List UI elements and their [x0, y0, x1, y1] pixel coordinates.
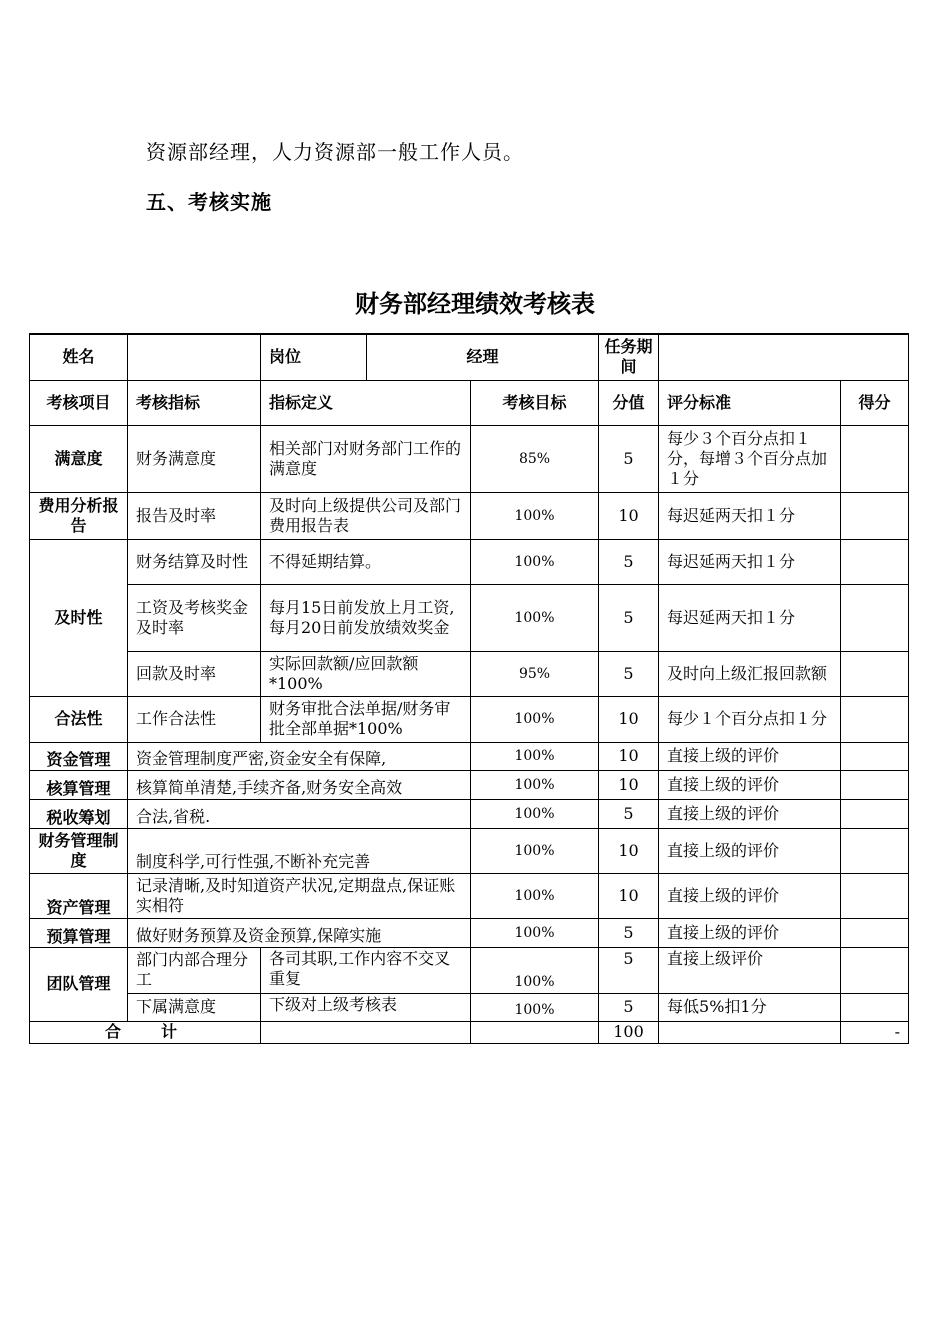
row-indicator: 记录清晰,及时知道资产状况,定期盘点,保证账实相符	[128, 873, 471, 918]
row-criteria: 每迟延两天扣１分	[659, 492, 841, 539]
row-score	[841, 539, 909, 584]
row-criteria: 每少３个百分点扣１分，每增３个百分点加１分	[659, 425, 841, 492]
row-indicator: 部门内部合理分工	[128, 947, 261, 993]
row-target: 85%	[471, 425, 599, 492]
row-definition: 财务审批合法单据/财务审批全部单据*100%	[261, 696, 471, 742]
row-target: 100%	[471, 947, 599, 993]
row-value: 5	[599, 584, 659, 651]
table-row	[30, 993, 909, 1021]
row-target: 100%	[471, 492, 599, 539]
table-row	[30, 947, 909, 993]
row-value: 5	[599, 539, 659, 584]
total-row	[30, 1021, 909, 1043]
row-target: 100%	[471, 918, 599, 947]
row-value: 5	[599, 918, 659, 947]
row-indicator: 做好财务预算及资金预算,保障实施	[128, 918, 471, 947]
row-category: 及时性	[30, 539, 128, 696]
row-score	[841, 770, 909, 799]
row-score	[841, 873, 909, 918]
row-criteria: 每少１个百分点扣１分	[659, 696, 841, 742]
position-value: 经理	[367, 334, 599, 380]
row-indicator: 核算简单清楚,手续齐备,财务安全高效	[128, 770, 471, 799]
table-row	[30, 492, 909, 539]
col-score-value: 分值	[599, 380, 659, 425]
row-indicator: 合法,省税.	[128, 799, 471, 828]
row-criteria: 直接上级的评价	[659, 828, 841, 873]
row-score	[841, 696, 909, 742]
col-score: 得分	[841, 380, 909, 425]
row-definition: 及时向上级提供公司及部门费用报告表	[261, 492, 471, 539]
row-definition: 下级对上级考核表	[261, 993, 471, 1021]
row-score	[841, 993, 909, 1021]
position-label: 岗位	[261, 334, 367, 380]
row-definition: 相关部门对财务部门工作的满意度	[261, 425, 471, 492]
row-target: 100%	[471, 696, 599, 742]
row-value: 5	[599, 651, 659, 696]
table-row	[30, 651, 909, 696]
row-category: 财务管理制度	[30, 828, 128, 873]
table-row	[30, 799, 909, 828]
row-indicator: 资金管理制度严密,资金安全有保障,	[128, 742, 471, 770]
term-value	[659, 334, 909, 380]
row-definition: 各司其职,工作内容不交叉重复	[261, 947, 471, 993]
row-indicator: 财务满意度	[128, 425, 261, 492]
row-score	[841, 492, 909, 539]
row-score	[841, 584, 909, 651]
row-category: 团队管理	[30, 947, 128, 1021]
row-value: 5	[599, 799, 659, 828]
row-criteria: 每迟延两天扣１分	[659, 539, 841, 584]
total-blank-definition	[261, 1021, 471, 1043]
row-score	[841, 947, 909, 993]
row-score	[841, 918, 909, 947]
row-target: 100%	[471, 799, 599, 828]
table-row	[30, 425, 909, 492]
row-indicator: 回款及时率	[128, 651, 261, 696]
row-category: 费用分析报告	[30, 492, 128, 539]
table-row	[30, 918, 909, 947]
row-score	[841, 828, 909, 873]
col-indicator: 考核指标	[128, 380, 261, 425]
info-row	[30, 334, 909, 380]
table-row	[30, 696, 909, 742]
row-criteria: 直接上级的评价	[659, 770, 841, 799]
row-criteria: 及时向上级汇报回款额	[659, 651, 841, 696]
row-category: 合法性	[30, 696, 128, 742]
total-blank-criteria	[659, 1021, 841, 1043]
row-value: 10	[599, 742, 659, 770]
row-indicator: 工资及考核奖金及时率	[128, 584, 261, 651]
row-target: 100%	[471, 770, 599, 799]
total-score: -	[841, 1021, 909, 1043]
col-definition: 指标定义	[261, 380, 471, 425]
row-criteria: 直接上级评价	[659, 947, 841, 993]
row-score	[841, 799, 909, 828]
row-value: 5	[599, 425, 659, 492]
row-value: 5	[599, 993, 659, 1021]
row-target: 100%	[471, 873, 599, 918]
table-title: 财务部经理绩效考核表	[355, 290, 595, 318]
row-score	[841, 425, 909, 492]
row-indicator: 工作合法性	[128, 696, 261, 742]
row-definition: 每月15日前发放上月工资,每月20日前发放绩效奖金	[261, 584, 471, 651]
row-value: 10	[599, 696, 659, 742]
row-score	[841, 742, 909, 770]
row-definition: 实际回款额/应回款额*100%	[261, 651, 471, 696]
total-blank-target	[471, 1021, 599, 1043]
row-category: 预算管理	[30, 918, 128, 947]
row-target: 100%	[471, 539, 599, 584]
row-criteria: 直接上级的评价	[659, 918, 841, 947]
total-label: 合计	[30, 1021, 261, 1043]
row-category: 核算管理	[30, 770, 128, 799]
row-indicator: 制度科学,可行性强,不断补充完善	[128, 828, 471, 873]
row-target: 100%	[471, 584, 599, 651]
row-criteria: 直接上级的评价	[659, 799, 841, 828]
row-value: 10	[599, 492, 659, 539]
col-target: 考核目标	[471, 380, 599, 425]
row-value: 10	[599, 828, 659, 873]
row-target: 100%	[471, 993, 599, 1021]
table-row	[30, 539, 909, 584]
row-criteria: 直接上级的评价	[659, 742, 841, 770]
row-indicator: 下属满意度	[128, 993, 261, 1021]
row-indicator: 报告及时率	[128, 492, 261, 539]
table-row	[30, 873, 909, 918]
row-value: 5	[599, 947, 659, 993]
row-target: 95%	[471, 651, 599, 696]
section-heading: 五、考核实施	[146, 190, 272, 214]
table-row	[30, 584, 909, 651]
row-definition: 不得延期结算。	[261, 539, 471, 584]
table-row	[30, 742, 909, 770]
row-criteria: 每低5%扣1分	[659, 993, 841, 1021]
name-label: 姓名	[30, 334, 128, 380]
performance-table	[29, 333, 909, 1044]
table-row	[30, 828, 909, 873]
row-target: 100%	[471, 742, 599, 770]
total-value: 100	[599, 1021, 659, 1043]
row-category: 税收筹划	[30, 799, 128, 828]
row-value: 10	[599, 770, 659, 799]
row-category: 资金管理	[30, 742, 128, 770]
name-value	[128, 334, 261, 380]
col-category: 考核项目	[30, 380, 128, 425]
row-category: 资产管理	[30, 873, 128, 918]
intro-text: 资源部经理，人力资源部一般工作人员。	[146, 140, 524, 164]
col-criteria: 评分标准	[659, 380, 841, 425]
column-header-row	[30, 380, 909, 425]
row-indicator: 财务结算及时性	[128, 539, 261, 584]
term-label: 任务期间	[599, 334, 659, 380]
row-category: 满意度	[30, 425, 128, 492]
row-score	[841, 651, 909, 696]
row-criteria: 每迟延两天扣１分	[659, 584, 841, 651]
row-target: 100%	[471, 828, 599, 873]
row-value: 10	[599, 873, 659, 918]
row-criteria: 直接上级的评价	[659, 873, 841, 918]
table-row	[30, 770, 909, 799]
